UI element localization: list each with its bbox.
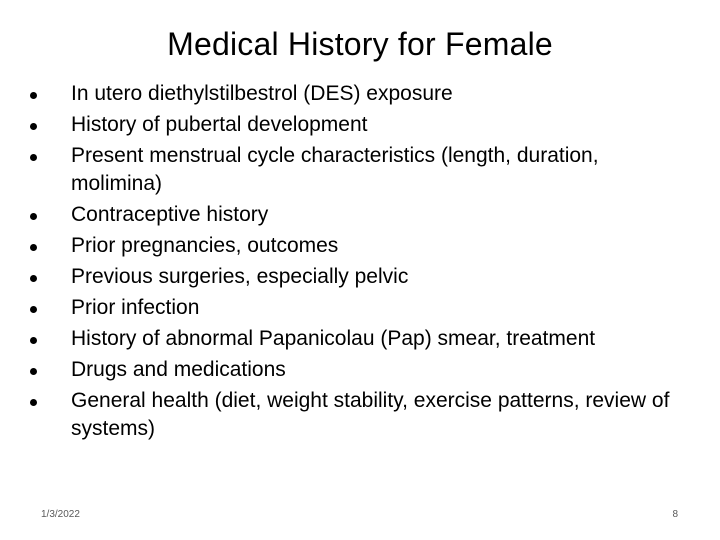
bullet-dot-icon: [30, 306, 37, 313]
bullet-item: [30, 142, 690, 198]
bullet-item: [30, 111, 690, 139]
bullet-text: Drugs and medications: [71, 358, 286, 381]
bullet-item: [30, 80, 690, 108]
bullet-dot-icon: [30, 368, 37, 375]
bullet-text: History of abnormal Papanicolau (Pap) smear, treatment: [71, 327, 596, 350]
bullet-dot-icon: [30, 399, 37, 406]
bullet-text: Present menstrual cycle characteristics (length, duration, molimina): [71, 144, 599, 195]
bullet-text: Contraceptive history: [71, 203, 269, 226]
bullet-text: In utero diethylstilbestrol (DES) exposure: [71, 82, 453, 105]
bullet-text: General health (diet, weight stability, exercise patterns, review of systems): [71, 389, 670, 440]
bullet-list: [30, 80, 690, 446]
bullet-dot-icon: [30, 244, 37, 251]
bullet-item: [30, 356, 690, 384]
bullet-dot-icon: [30, 337, 37, 344]
bullet-item: [30, 387, 690, 443]
bullet-item: [30, 263, 690, 291]
bullet-dot-icon: [30, 92, 37, 99]
footer-date: 1/3/2022: [41, 509, 80, 520]
bullet-dot-icon: [30, 213, 37, 220]
bullet-dot-icon: [30, 154, 37, 161]
bullet-text: Previous surgeries, especially pelvic: [71, 265, 409, 288]
bullet-text: Prior pregnancies, outcomes: [71, 234, 339, 257]
page-number: 8: [672, 509, 678, 520]
bullet-text: Prior infection: [71, 296, 200, 319]
bullet-item: [30, 325, 690, 353]
slide-title: Medical History for Female: [167, 26, 553, 62]
bullet-dot-icon: [30, 275, 37, 282]
bullet-text: History of pubertal development: [71, 113, 368, 136]
bullet-item: [30, 201, 690, 229]
bullet-item: [30, 232, 690, 260]
bullet-dot-icon: [30, 123, 37, 130]
bullet-item: [30, 294, 690, 322]
